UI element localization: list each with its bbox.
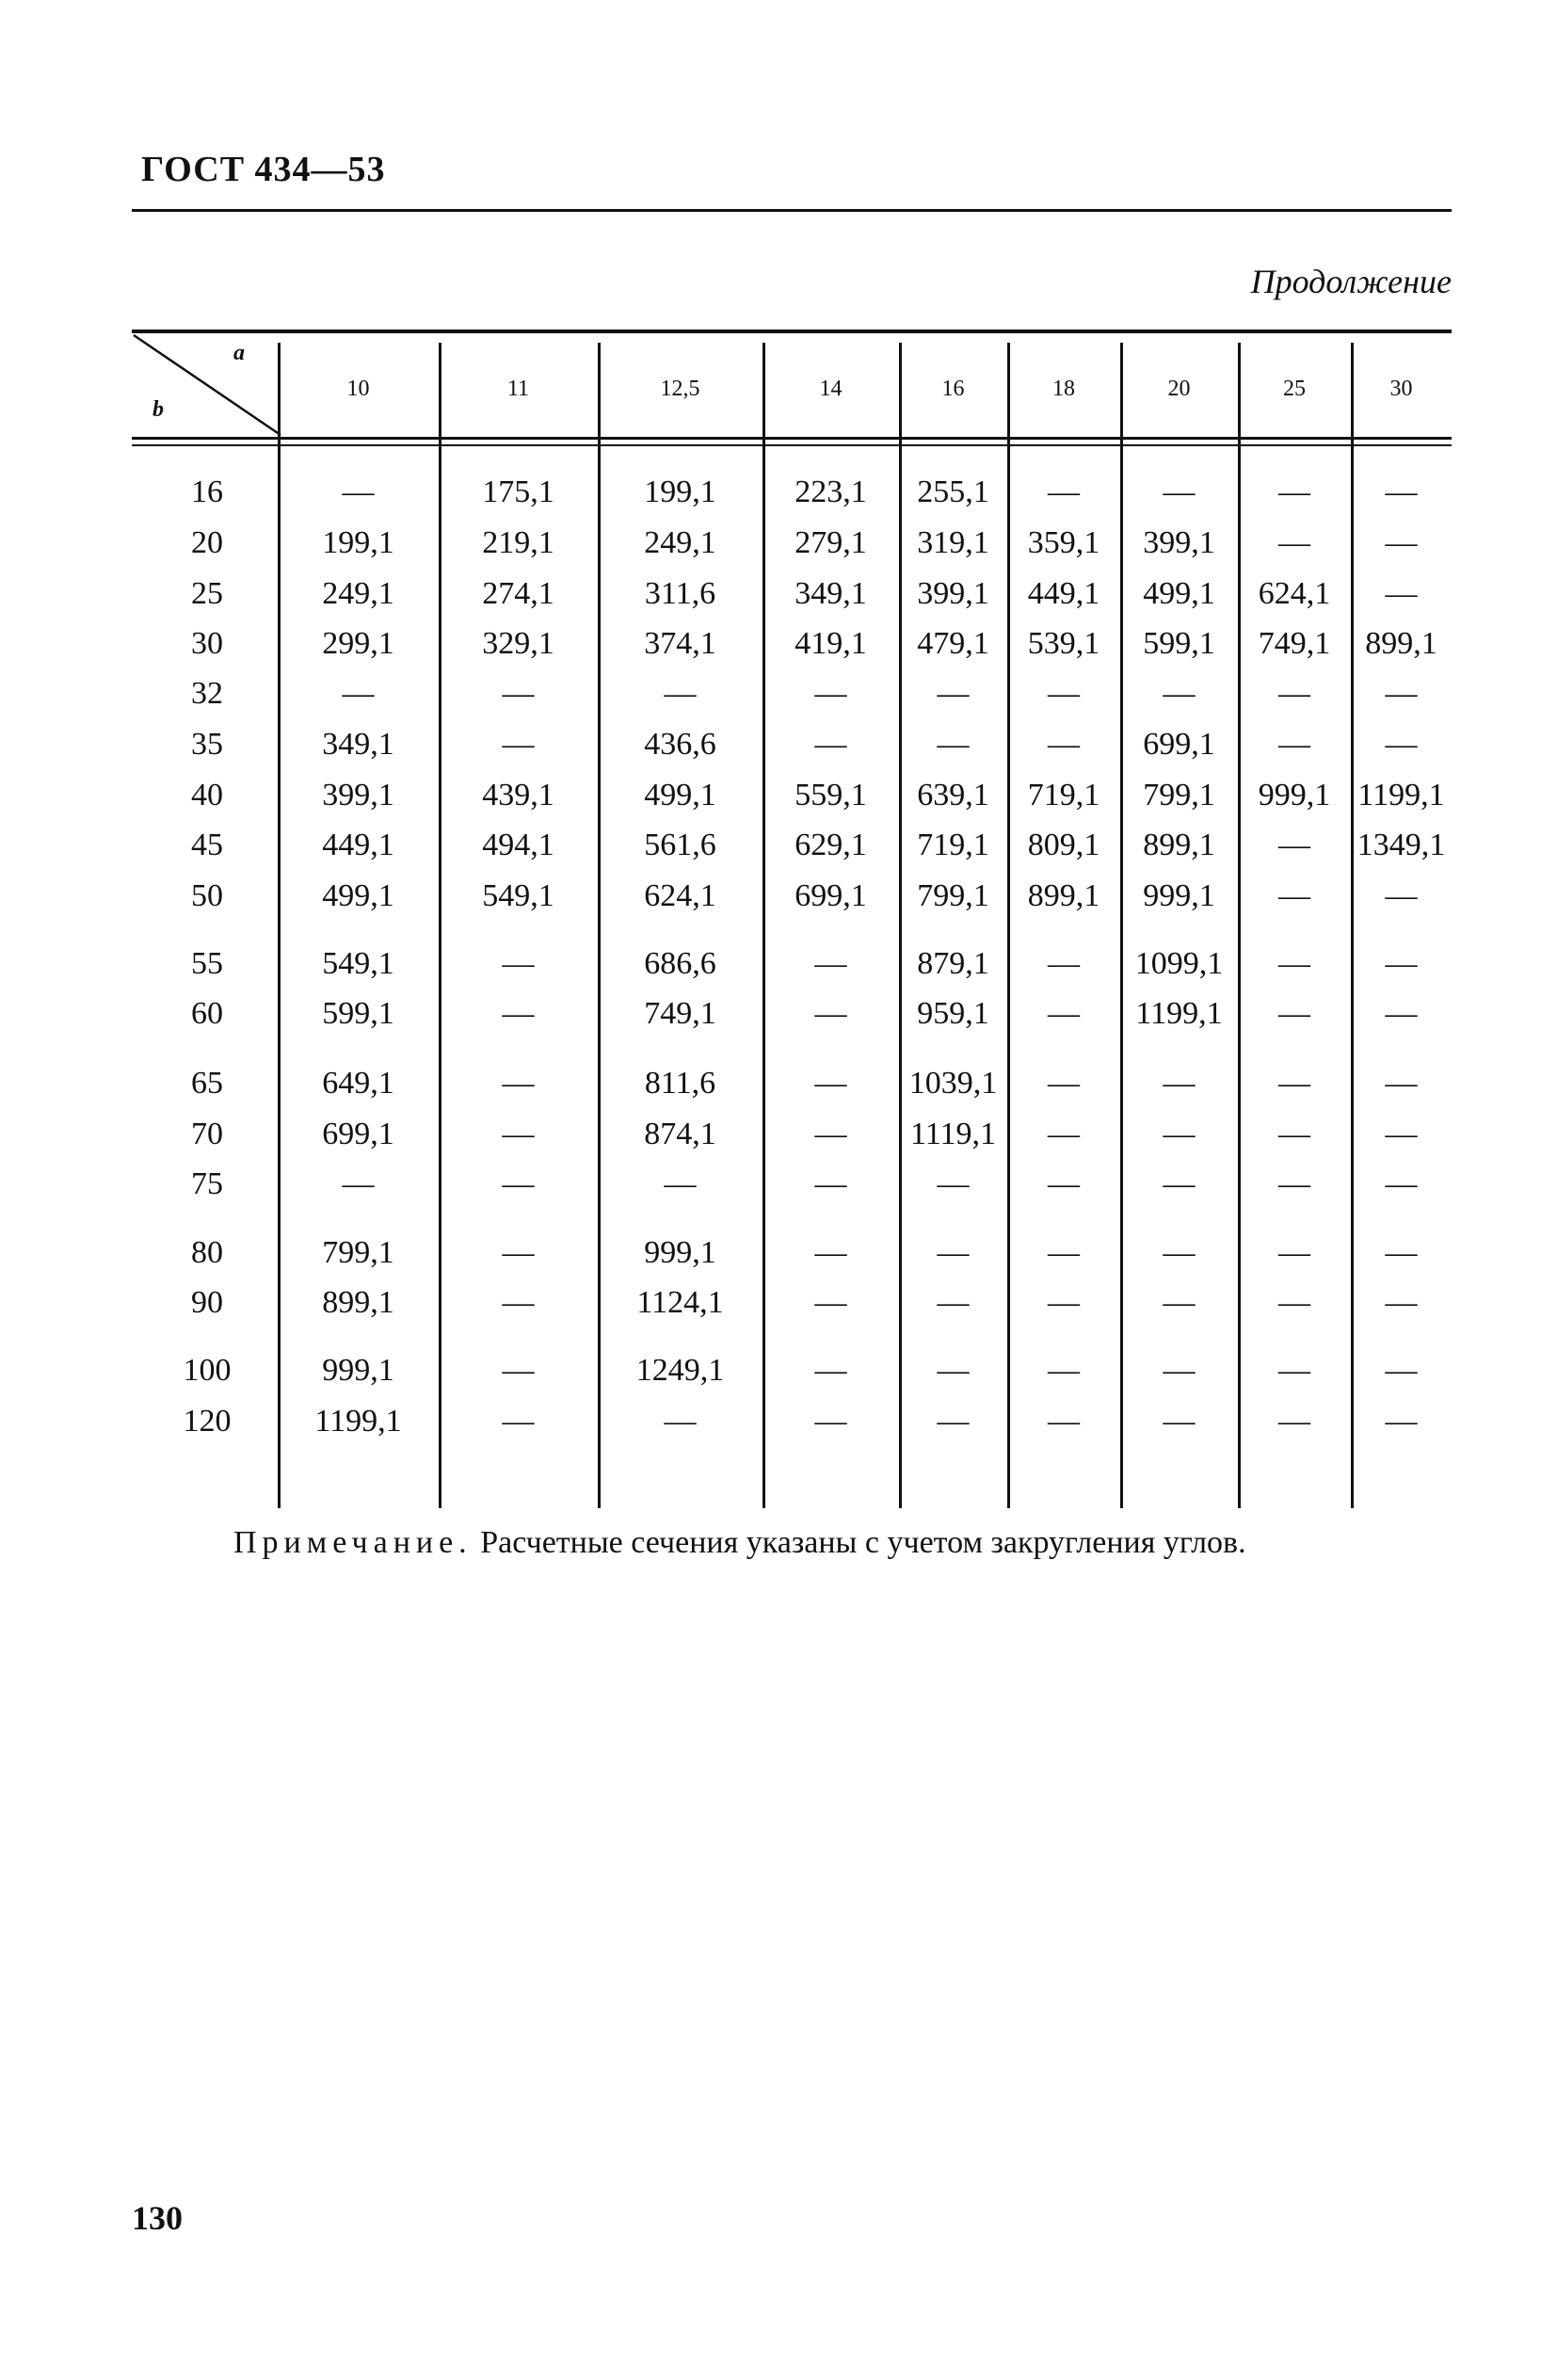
table-cell: — <box>1385 1066 1418 1101</box>
table-cell: 899,1 <box>1143 828 1215 862</box>
table-cell: 249,1 <box>322 576 394 611</box>
table-cell: 479,1 <box>917 626 989 661</box>
row-header: 35 <box>191 727 223 762</box>
table-cell: — <box>1048 1285 1080 1320</box>
table-cell: 686,6 <box>644 946 716 981</box>
table-cell: — <box>1278 676 1310 711</box>
table-cell: 223,1 <box>795 474 867 509</box>
table-cell: — <box>1385 946 1418 981</box>
table-cell: — <box>1385 1353 1418 1388</box>
table-row <box>132 828 1452 876</box>
table-cell: 219,1 <box>482 525 554 560</box>
table-row <box>132 1353 1452 1402</box>
table-row <box>132 1117 1452 1166</box>
corner-col-axis-label: a <box>233 341 245 365</box>
table-row <box>132 626 1452 675</box>
table-cell: 624,1 <box>644 878 716 913</box>
table-cell: 699,1 <box>795 878 867 913</box>
column-header: 30 <box>1389 377 1413 401</box>
column-header: 12,5 <box>660 377 700 401</box>
table-cell: — <box>1385 525 1418 560</box>
table-cell: — <box>502 1166 535 1201</box>
table-cell: 639,1 <box>917 778 989 812</box>
table-cell: — <box>1385 996 1418 1031</box>
table-cell: 549,1 <box>482 878 554 913</box>
table-row <box>132 1404 1452 1453</box>
table-cell: 1124,1 <box>636 1285 724 1320</box>
table-cell: 899,1 <box>1027 878 1100 913</box>
table-cell: 999,1 <box>644 1235 716 1270</box>
table-cell: 719,1 <box>917 828 989 862</box>
table-cell: 599,1 <box>1143 626 1215 661</box>
note-label: Примечание. <box>233 1525 473 1560</box>
table-row <box>132 1166 1452 1215</box>
table-cell: 419,1 <box>795 626 867 661</box>
table-cell: — <box>1048 1066 1080 1101</box>
table-cell: — <box>1385 1117 1418 1151</box>
table-cell: 699,1 <box>1143 727 1215 762</box>
table-cell: — <box>1163 1285 1196 1320</box>
column-header: 10 <box>346 377 370 401</box>
table-cell: — <box>1048 1235 1080 1270</box>
table-cell: — <box>502 946 535 981</box>
table-cell: — <box>1048 474 1080 509</box>
table-cell: — <box>1163 676 1196 711</box>
row-header: 70 <box>191 1117 223 1151</box>
table-cell: — <box>502 1404 535 1439</box>
table-cell: — <box>1278 878 1310 913</box>
table-row <box>132 946 1452 995</box>
table-cell: — <box>502 1285 535 1320</box>
table-cell: 559,1 <box>795 778 867 812</box>
note-text: Расчетные сечения указаны с учетом закругления углов. <box>480 1525 1246 1560</box>
table-row <box>132 1235 1452 1284</box>
table-cell: — <box>1048 1117 1080 1151</box>
table-cell: 499,1 <box>644 778 716 812</box>
table-row <box>132 576 1452 625</box>
table-cell: — <box>1048 676 1080 711</box>
table-cell: — <box>1163 474 1196 509</box>
row-header: 50 <box>191 878 223 913</box>
table-cell: 449,1 <box>1027 576 1100 611</box>
row-header: 60 <box>191 996 223 1031</box>
row-header: 32 <box>191 676 223 711</box>
table-cell: 311,6 <box>644 576 716 611</box>
table-cell: 809,1 <box>1027 828 1100 862</box>
table-cell: 436,6 <box>644 727 716 762</box>
table-cell: — <box>814 1066 847 1101</box>
table-cell: — <box>814 996 847 1031</box>
column-header: 18 <box>1052 377 1075 401</box>
row-header: 45 <box>191 828 223 862</box>
table-cell: — <box>814 1117 847 1151</box>
table-cell: 449,1 <box>322 828 394 862</box>
table-cell: — <box>1048 946 1080 981</box>
table-cell: — <box>1048 1404 1080 1439</box>
table-cell: — <box>1385 1285 1418 1320</box>
table-cell: — <box>1278 828 1310 862</box>
table-cell: 199,1 <box>644 474 716 509</box>
row-header: 55 <box>191 946 223 981</box>
table-cell: 799,1 <box>322 1235 394 1270</box>
table-cell: 599,1 <box>322 996 394 1031</box>
table-cell: — <box>1385 1404 1418 1439</box>
table-row <box>132 525 1452 574</box>
table-cell: — <box>937 1235 970 1270</box>
table-cell: — <box>937 1285 970 1320</box>
table-cell: 499,1 <box>322 878 394 913</box>
table-cell: — <box>664 1166 697 1201</box>
table-cell: 959,1 <box>917 996 989 1031</box>
table-cell: 799,1 <box>1143 778 1215 812</box>
table-cell: — <box>1278 474 1310 509</box>
table-row <box>132 676 1452 725</box>
table-cell: 399,1 <box>322 778 394 812</box>
table-cell: 899,1 <box>322 1285 394 1320</box>
table-cell: 629,1 <box>795 828 867 862</box>
table-cell: 499,1 <box>1143 576 1215 611</box>
table-cell: — <box>1385 474 1418 509</box>
table-cell: 999,1 <box>322 1353 394 1388</box>
table-cell: — <box>814 1166 847 1201</box>
header-rule <box>132 437 1452 440</box>
table-cell: — <box>502 1066 535 1101</box>
table-cell: 1249,1 <box>635 1353 725 1388</box>
table-cell: — <box>502 1353 535 1388</box>
table-cell: 549,1 <box>322 946 394 981</box>
table-cell: 329,1 <box>482 626 554 661</box>
table-cell: 199,1 <box>322 525 394 560</box>
table-cell: — <box>1048 1166 1080 1201</box>
row-header: 20 <box>191 525 223 560</box>
table-cell: — <box>1163 1353 1196 1388</box>
table-cell: 374,1 <box>644 626 716 661</box>
table-cell: — <box>664 1404 697 1439</box>
table-cell: 649,1 <box>322 1066 394 1101</box>
table-cell: 1039,1 <box>908 1066 998 1101</box>
table-cell: — <box>937 1404 970 1439</box>
table-note <box>233 1525 1246 1561</box>
table-cell: — <box>937 676 970 711</box>
table-cell: — <box>1163 1235 1196 1270</box>
table-cell: — <box>1278 1166 1310 1201</box>
table-cell: 1119,1 <box>910 1117 996 1151</box>
row-header: 25 <box>191 576 223 611</box>
table-cell: 749,1 <box>644 996 716 1031</box>
row-header: 80 <box>191 1235 223 1270</box>
column-header: 11 <box>506 377 530 401</box>
row-header: 75 <box>191 1166 223 1201</box>
row-header: 65 <box>191 1066 223 1101</box>
table-cell: — <box>342 676 375 711</box>
table-cell: — <box>814 946 847 981</box>
table-cell: 1199,1 <box>314 1404 402 1439</box>
table-cell: — <box>1163 1404 1196 1439</box>
table-row <box>132 474 1452 523</box>
table-cell: — <box>937 727 970 762</box>
row-header: 40 <box>191 778 223 812</box>
column-header: 14 <box>819 377 843 401</box>
table-row <box>132 1285 1452 1334</box>
table-cell: 799,1 <box>917 878 989 913</box>
table-cell: — <box>814 1235 847 1270</box>
table-cell: — <box>1385 1166 1418 1201</box>
table-cell: 249,1 <box>644 525 716 560</box>
table-cell: 175,1 <box>482 474 554 509</box>
table-cell: 255,1 <box>917 474 989 509</box>
table-cell: — <box>937 1166 970 1201</box>
corner-row-axis-label: b <box>152 397 164 422</box>
table-row <box>132 727 1452 776</box>
table-row <box>132 996 1452 1045</box>
document-title: ГОСТ 434—53 <box>141 150 386 189</box>
row-header: 90 <box>191 1285 223 1320</box>
table-cell: — <box>1278 1285 1310 1320</box>
table-cell: 624,1 <box>1258 576 1331 611</box>
table-cell: — <box>1163 1117 1196 1151</box>
table-cell: 1349,1 <box>1356 828 1446 862</box>
table-cell: — <box>814 727 847 762</box>
table-cell: — <box>1048 727 1080 762</box>
table-cell: 1199,1 <box>1357 778 1445 812</box>
header-rule-double <box>132 444 1452 446</box>
table-cell: — <box>814 676 847 711</box>
table-cell: — <box>502 1235 535 1270</box>
table-cell: — <box>1048 1353 1080 1388</box>
top-rule <box>132 209 1452 212</box>
table-cell: — <box>814 1285 847 1320</box>
table-cell: — <box>664 676 697 711</box>
table-cell: 699,1 <box>322 1117 394 1151</box>
table-cell: 811,6 <box>644 1066 716 1101</box>
table-cell: — <box>502 676 535 711</box>
table-cell: — <box>1278 1353 1310 1388</box>
table-top-rule <box>132 330 1452 333</box>
row-header: 100 <box>183 1353 232 1388</box>
table-cell: — <box>342 1166 375 1201</box>
table-cell: — <box>1278 525 1310 560</box>
table-row <box>132 778 1452 827</box>
column-header: 25 <box>1283 377 1306 401</box>
data-table <box>132 330 1452 1506</box>
table-cell: 899,1 <box>1365 626 1437 661</box>
table-cell: 299,1 <box>322 626 394 661</box>
table-cell: — <box>1278 1235 1310 1270</box>
table-cell: — <box>1048 996 1080 1031</box>
table-cell: — <box>502 1117 535 1151</box>
table-cell: — <box>502 996 535 1031</box>
table-cell: 399,1 <box>917 576 989 611</box>
table-cell: 999,1 <box>1258 778 1331 812</box>
table-cell: 349,1 <box>322 727 394 762</box>
table-cell: 274,1 <box>482 576 554 611</box>
table-cell: — <box>814 1404 847 1439</box>
column-header: 20 <box>1167 377 1191 401</box>
table-cell: — <box>1278 1404 1310 1439</box>
table-cell: 1199,1 <box>1135 996 1223 1031</box>
table-cell: 874,1 <box>644 1117 716 1151</box>
table-cell: — <box>1163 1066 1196 1101</box>
table-cell: — <box>1278 946 1310 981</box>
table-cell: 999,1 <box>1143 878 1215 913</box>
table-cell: — <box>814 1353 847 1388</box>
row-header: 16 <box>191 474 223 509</box>
table-cell: 749,1 <box>1258 626 1331 661</box>
table-cell: — <box>342 474 375 509</box>
table-cell: 879,1 <box>917 946 989 981</box>
page-number: 130 <box>132 2199 183 2237</box>
table-cell: 561,6 <box>644 828 716 862</box>
table-cell: — <box>1278 1117 1310 1151</box>
table-cell: — <box>1385 676 1418 711</box>
table-cell: 1099,1 <box>1134 946 1224 981</box>
table-cell: — <box>1385 727 1418 762</box>
table-cell: 319,1 <box>917 525 989 560</box>
table-cell: 279,1 <box>795 525 867 560</box>
table-cell: 399,1 <box>1143 525 1215 560</box>
table-cell: — <box>1163 1166 1196 1201</box>
table-cell: 349,1 <box>795 576 867 611</box>
table-cell: 359,1 <box>1027 525 1100 560</box>
continuation-label: Продолжение <box>1250 263 1452 300</box>
table-cell: — <box>937 1353 970 1388</box>
table-row <box>132 1066 1452 1115</box>
table-cell: — <box>1278 727 1310 762</box>
table-cell: 539,1 <box>1027 626 1100 661</box>
column-header: 16 <box>941 377 965 401</box>
table-row <box>132 878 1452 927</box>
table-cell: 439,1 <box>482 778 554 812</box>
table-cell: — <box>1278 1066 1310 1101</box>
table-cell: — <box>1385 576 1418 611</box>
table-cell: — <box>1385 1235 1418 1270</box>
table-cell: 494,1 <box>482 828 554 862</box>
row-header: 120 <box>183 1404 232 1439</box>
table-cell: — <box>502 727 535 762</box>
table-cell: — <box>1385 878 1418 913</box>
table-cell: — <box>1278 996 1310 1031</box>
table-cell: 719,1 <box>1027 778 1100 812</box>
row-header: 30 <box>191 626 223 661</box>
